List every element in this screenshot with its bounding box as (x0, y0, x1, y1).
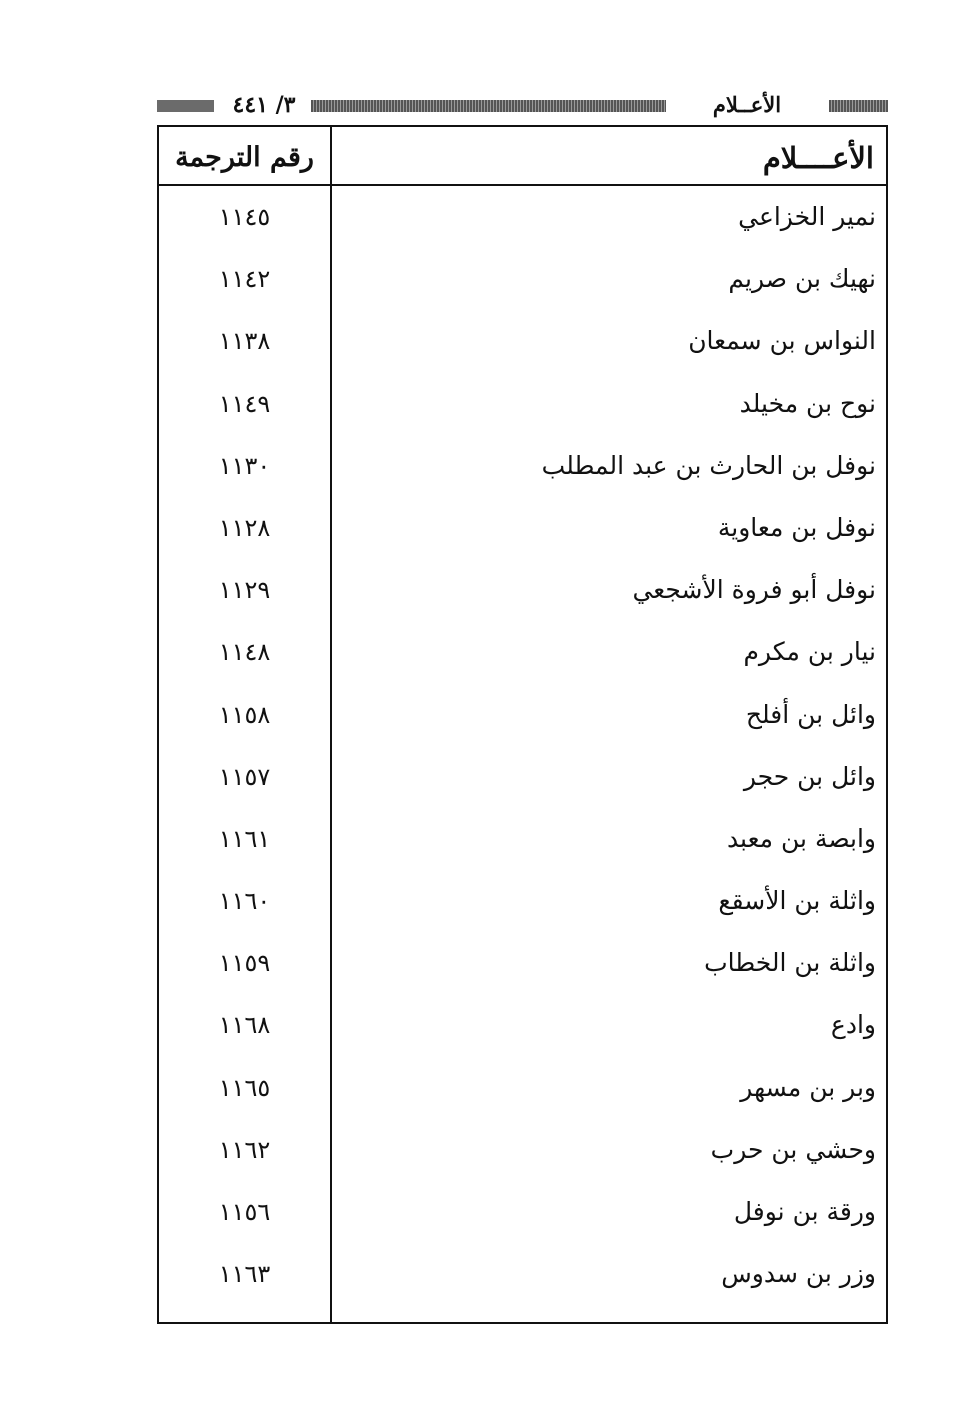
column-header-number: رقم الترجمة (175, 142, 314, 173)
row-name: وزر بن سدوس (721, 1259, 876, 1289)
row-name: نهيك بن صريم (728, 264, 876, 294)
row-name: نوح بن مخيلد (739, 388, 876, 418)
row-name: نوفل أبو فروة الأشجعي (632, 575, 876, 605)
table-row (159, 1119, 886, 1181)
row-number: ١١٦٨ (218, 1011, 271, 1040)
row-number: ١١٦٠ (218, 887, 271, 916)
row-number: ١١٣٠ (218, 451, 271, 480)
row-name: نوفل بن معاوية (717, 512, 876, 542)
row-number: ١١٥٨ (218, 700, 271, 729)
row-number: ١١٦٥ (218, 1073, 271, 1102)
row-number: ١١٤٩ (218, 389, 271, 418)
header-rule-middle (311, 100, 666, 112)
table-row (159, 1243, 886, 1305)
header-rule-right (829, 100, 888, 112)
header-page-number: ٣/ ٤٤١ (232, 92, 296, 118)
row-number: ١١٦٢ (218, 1135, 271, 1164)
row-name: وائل بن حجر (743, 761, 876, 791)
row-name: وبر بن مسهر (740, 1072, 876, 1102)
table-row (159, 435, 886, 497)
header-section-title: الأعــلام (712, 92, 782, 117)
row-number: ١١٢٩ (218, 576, 271, 605)
row-number: ١١٤٥ (218, 203, 271, 231)
header-rule-left (157, 100, 214, 112)
row-name: وابصة بن معبد (726, 823, 876, 853)
row-name: نيار بن مكرم (743, 637, 876, 667)
row-name: واثلة بن الخطاب (704, 948, 876, 978)
row-name: نمير الخزاعي (738, 202, 876, 231)
row-number: ١١٤٨ (218, 638, 271, 667)
row-name: وائل بن أفلح (745, 699, 876, 729)
row-number: ١١٦١ (218, 824, 271, 853)
row-name: واثلة بن الأسقع (718, 886, 876, 916)
row-name: ورقة بن نوفل (733, 1197, 876, 1226)
column-header-names: الأعــــلام (762, 141, 874, 175)
table-row (159, 1181, 886, 1243)
table-row (159, 310, 886, 372)
table-row (159, 684, 886, 746)
table-row (159, 1057, 886, 1119)
row-number: ١١٣٨ (218, 327, 271, 356)
table-row (159, 994, 886, 1056)
running-header (157, 90, 888, 120)
row-name: وادع (830, 1010, 876, 1040)
table-row (159, 932, 886, 994)
table-body (159, 186, 886, 1305)
index-table (157, 125, 888, 1324)
table-row (159, 870, 886, 932)
table-row (159, 186, 886, 248)
row-name: وحشي بن حرب (710, 1134, 876, 1164)
row-number: ١١٥٩ (218, 949, 271, 978)
row-number: ١١٤٢ (218, 265, 271, 294)
row-number: ١١٥٧ (218, 762, 271, 791)
table-row (159, 497, 886, 559)
table-row (159, 559, 886, 621)
row-number: ١١٥٦ (218, 1198, 271, 1226)
table-row (159, 621, 886, 683)
row-name: نوفل بن الحارث بن عبد المطلب (541, 450, 876, 480)
table-row (159, 746, 886, 808)
row-name: النواس بن سمعان (688, 326, 876, 356)
table-row (159, 248, 886, 310)
row-number: ١١٦٣ (218, 1260, 271, 1289)
table-row (159, 808, 886, 870)
table-row (159, 373, 886, 435)
row-number: ١١٢٨ (218, 513, 271, 542)
